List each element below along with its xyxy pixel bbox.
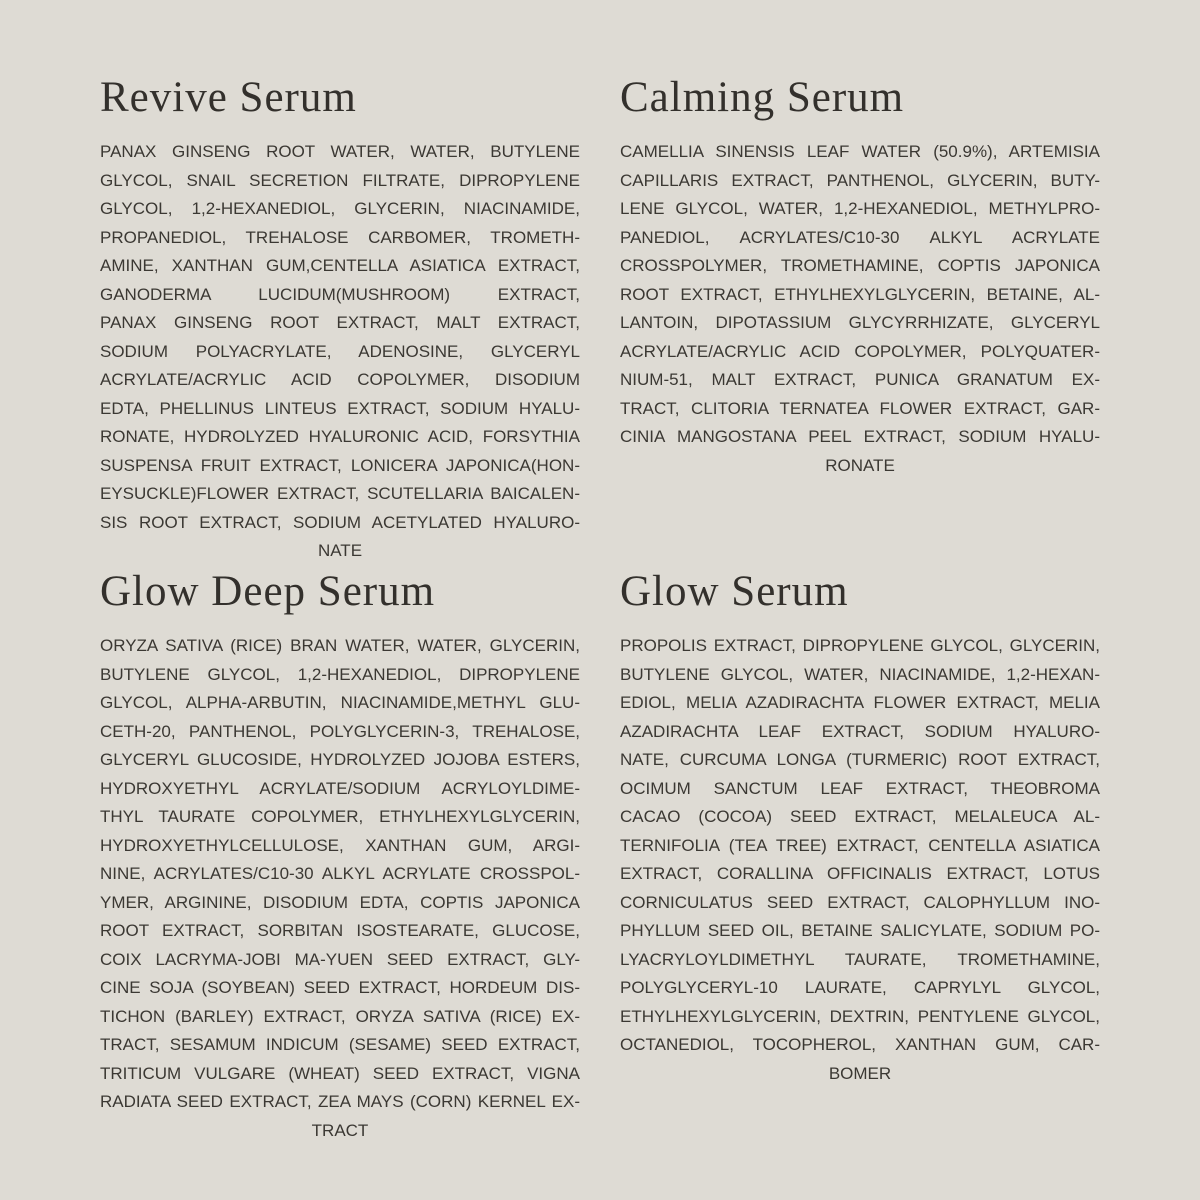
ingredient-line: EYSUCKLE)FLOWER EXTRACT, SCUTELLARIA BAICALEN- <box>100 484 580 504</box>
ingredient-line: SUSPENSA FRUIT EXTRACT, LONICERA JAPONICA(HON- <box>100 455 580 475</box>
ingredient-line: LENE GLYCOL, WATER, 1,2-HEXANEDIOL, METHYLPRO- <box>620 199 1100 219</box>
ingredient-line: PHYLLUM SEED OIL, BETAINE SALICYLATE, SODIUM PO- <box>620 921 1100 941</box>
ingredient-line: SIS ROOT EXTRACT, SODIUM ACETYLATED HYALURO- <box>100 512 580 532</box>
ingredient-line: ACRYLATE/ACRYLIC ACID COPOLYMER, DISODIUM <box>100 370 580 390</box>
ingredient-line: TRACT, CLITORIA TERNATEA FLOWER EXTRACT, GAR- <box>620 398 1100 418</box>
ingredient-line: NATE <box>317 541 363 561</box>
section-title-glow-serum: Glow Serum <box>620 568 849 615</box>
ingredient-line: BUTYLENE GLYCOL, 1,2-HEXANEDIOL, DIPROPYLENE <box>100 664 580 684</box>
ingredient-line: COIX LACRYMA-JOBI MA-YUEN SEED EXTRACT, GLY- <box>100 949 580 969</box>
ingredient-line: EDIOL, MELIA AZADIRACHTA FLOWER EXTRACT, MELIA <box>620 693 1100 713</box>
ingredient-line: ROOT EXTRACT, ETHYLHEXYLGLYCERIN, BETAINE, AL- <box>620 284 1100 304</box>
ingredient-line: OCIMUM SANCTUM LEAF EXTRACT, THEOBROMA <box>620 778 1100 798</box>
ingredient-line: EDTA, PHELLINUS LINTEUS EXTRACT, SODIUM HYALU- <box>100 398 580 418</box>
section-title-revive-serum: Revive Serum <box>100 74 357 121</box>
ingredient-line: GLYCOL, SNAIL SECRETION FILTRATE, DIPROPYLENE <box>100 170 580 190</box>
section-title-calming-serum: Calming Serum <box>620 74 905 121</box>
ingredient-line: POLYGLYCERYL-10 LAURATE, CAPRYLYL GLYCOL, <box>620 978 1100 998</box>
ingredient-line: BUTYLENE GLYCOL, WATER, NIACINAMIDE, 1,2-HEXAN- <box>620 664 1100 684</box>
ingredient-list-calming-serum <box>620 138 1100 480</box>
ingredient-line: LANTOIN, DIPOTASSIUM GLYCYRRHIZATE, GLYCERYL <box>620 313 1100 333</box>
ingredient-line: AZADIRACHTA LEAF EXTRACT, SODIUM HYALURO- <box>620 721 1100 741</box>
ingredient-line: TRACT <box>311 1120 369 1140</box>
ingredient-line: GANODERMA LUCIDUM(MUSHROOM) EXTRACT, <box>100 284 580 304</box>
ingredient-list-glow-serum <box>620 632 1100 1088</box>
ingredient-line: EXTRACT, CORALLINA OFFICINALIS EXTRACT, LOTUS <box>620 864 1100 884</box>
ingredient-line: LYACRYLOYLDIMETHYL TAURATE, TROMETHAMINE, <box>620 949 1100 969</box>
ingredient-line: CETH-20, PANTHENOL, POLYGLYCERIN-3, TREHALOSE, <box>100 721 580 741</box>
ingredient-line: YMER, ARGININE, DISODIUM EDTA, COPTIS JAPONICA <box>100 892 580 912</box>
ingredient-line: ACRYLATE/ACRYLIC ACID COPOLYMER, POLYQUATER- <box>620 341 1100 361</box>
ingredient-line: TRITICUM VULGARE (WHEAT) SEED EXTRACT, VIGNA <box>100 1063 580 1083</box>
section-calming-serum <box>620 74 1100 568</box>
ingredient-line: PROPANEDIOL, TREHALOSE CARBOMER, TROMETH- <box>100 227 580 247</box>
section-title-glow-deep-serum: Glow Deep Serum <box>100 568 436 615</box>
ingredient-line: RONATE <box>825 455 895 475</box>
ingredient-line: SODIUM POLYACRYLATE, ADENOSINE, GLYCERYL <box>100 341 580 361</box>
ingredient-line: CINIA MANGOSTANA PEEL EXTRACT, SODIUM HYALU- <box>620 427 1100 447</box>
ingredient-line: ETHYLHEXYLGLYCERIN, DEXTRIN, PENTYLENE GLYCOL, <box>620 1006 1100 1026</box>
ingredient-line: ROOT EXTRACT, SORBITAN ISOSTEARATE, GLUCOSE, <box>100 921 580 941</box>
ingredient-line: PANAX GINSENG ROOT WATER, WATER, BUTYLENE <box>100 142 580 162</box>
ingredient-line: PANEDIOL, ACRYLATES/C10-30 ALKYL ACRYLATE <box>620 227 1100 247</box>
ingredient-list-revive-serum <box>100 138 580 566</box>
ingredient-line: CINE SOJA (SOYBEAN) SEED EXTRACT, HORDEUM DIS- <box>100 978 580 998</box>
ingredient-line: HYDROXYETHYLCELLULOSE, XANTHAN GUM, ARGI- <box>100 835 580 855</box>
ingredient-line: AMINE, XANTHAN GUM,CENTELLA ASIATICA EXTRACT, <box>100 256 580 276</box>
ingredient-line: CACAO (COCOA) SEED EXTRACT, MELALEUCA AL- <box>620 807 1100 827</box>
section-glow-deep-serum <box>100 568 580 1200</box>
ingredient-line: GLYCERYL GLUCOSIDE, HYDROLYZED JOJOBA ESTERS, <box>100 750 580 770</box>
ingredient-line: CAPILLARIS EXTRACT, PANTHENOL, GLYCERIN, BUTY- <box>620 170 1100 190</box>
ingredient-line: TICHON (BARLEY) EXTRACT, ORYZA SATIVA (RICE) EX- <box>100 1006 580 1026</box>
ingredient-line: CORNICULATUS SEED EXTRACT, CALOPHYLLUM INO- <box>620 892 1100 912</box>
ingredient-line: BOMER <box>828 1063 892 1083</box>
ingredient-line: CROSSPOLYMER, TROMETHAMINE, COPTIS JAPONICA <box>620 256 1100 276</box>
ingredient-line: GLYCOL, 1,2-HEXANEDIOL, GLYCERIN, NIACINAMIDE, <box>100 199 580 219</box>
ingredient-line: OCTANEDIOL, TOCOPHEROL, XANTHAN GUM, CAR- <box>620 1035 1100 1055</box>
ingredient-line: PROPOLIS EXTRACT, DIPROPYLENE GLYCOL, GLYCERIN, <box>620 636 1100 656</box>
ingredient-line: CAMELLIA SINENSIS LEAF WATER (50.9%), ARTEMISIA <box>620 142 1100 162</box>
ingredient-line: RADIATA SEED EXTRACT, ZEA MAYS (CORN) KERNEL EX- <box>100 1092 580 1112</box>
ingredient-line: ORYZA SATIVA (RICE) BRAN WATER, WATER, GLYCERIN, <box>100 636 580 656</box>
ingredient-line: PANAX GINSENG ROOT EXTRACT, MALT EXTRACT, <box>100 313 580 333</box>
ingredient-line: TRACT, SESAMUM INDICUM (SESAME) SEED EXTRACT, <box>100 1035 580 1055</box>
ingredient-line: RONATE, HYDROLYZED HYALURONIC ACID, FORSYTHIA <box>100 427 580 447</box>
section-glow-serum <box>620 568 1100 1200</box>
section-revive-serum <box>100 74 580 568</box>
ingredient-line: TERNIFOLIA (TEA TREE) EXTRACT, CENTELLA ASIATICA <box>620 835 1100 855</box>
ingredient-line: NATE, CURCUMA LONGA (TURMERIC) ROOT EXTRACT, <box>620 750 1100 770</box>
ingredient-line: NIUM-51, MALT EXTRACT, PUNICA GRANATUM EX- <box>620 370 1100 390</box>
ingredient-list-glow-deep-serum <box>100 632 580 1145</box>
ingredient-line: GLYCOL, ALPHA-ARBUTIN, NIACINAMIDE,METHYL GLU- <box>100 693 580 713</box>
ingredient-line: THYL TAURATE COPOLYMER, ETHYLHEXYLGLYCERIN, <box>100 807 580 827</box>
ingredient-line: HYDROXYETHYL ACRYLATE/SODIUM ACRYLOYLDIME- <box>100 778 580 798</box>
ingredient-line: NINE, ACRYLATES/C10-30 ALKYL ACRYLATE CROSSPOL- <box>100 864 580 884</box>
